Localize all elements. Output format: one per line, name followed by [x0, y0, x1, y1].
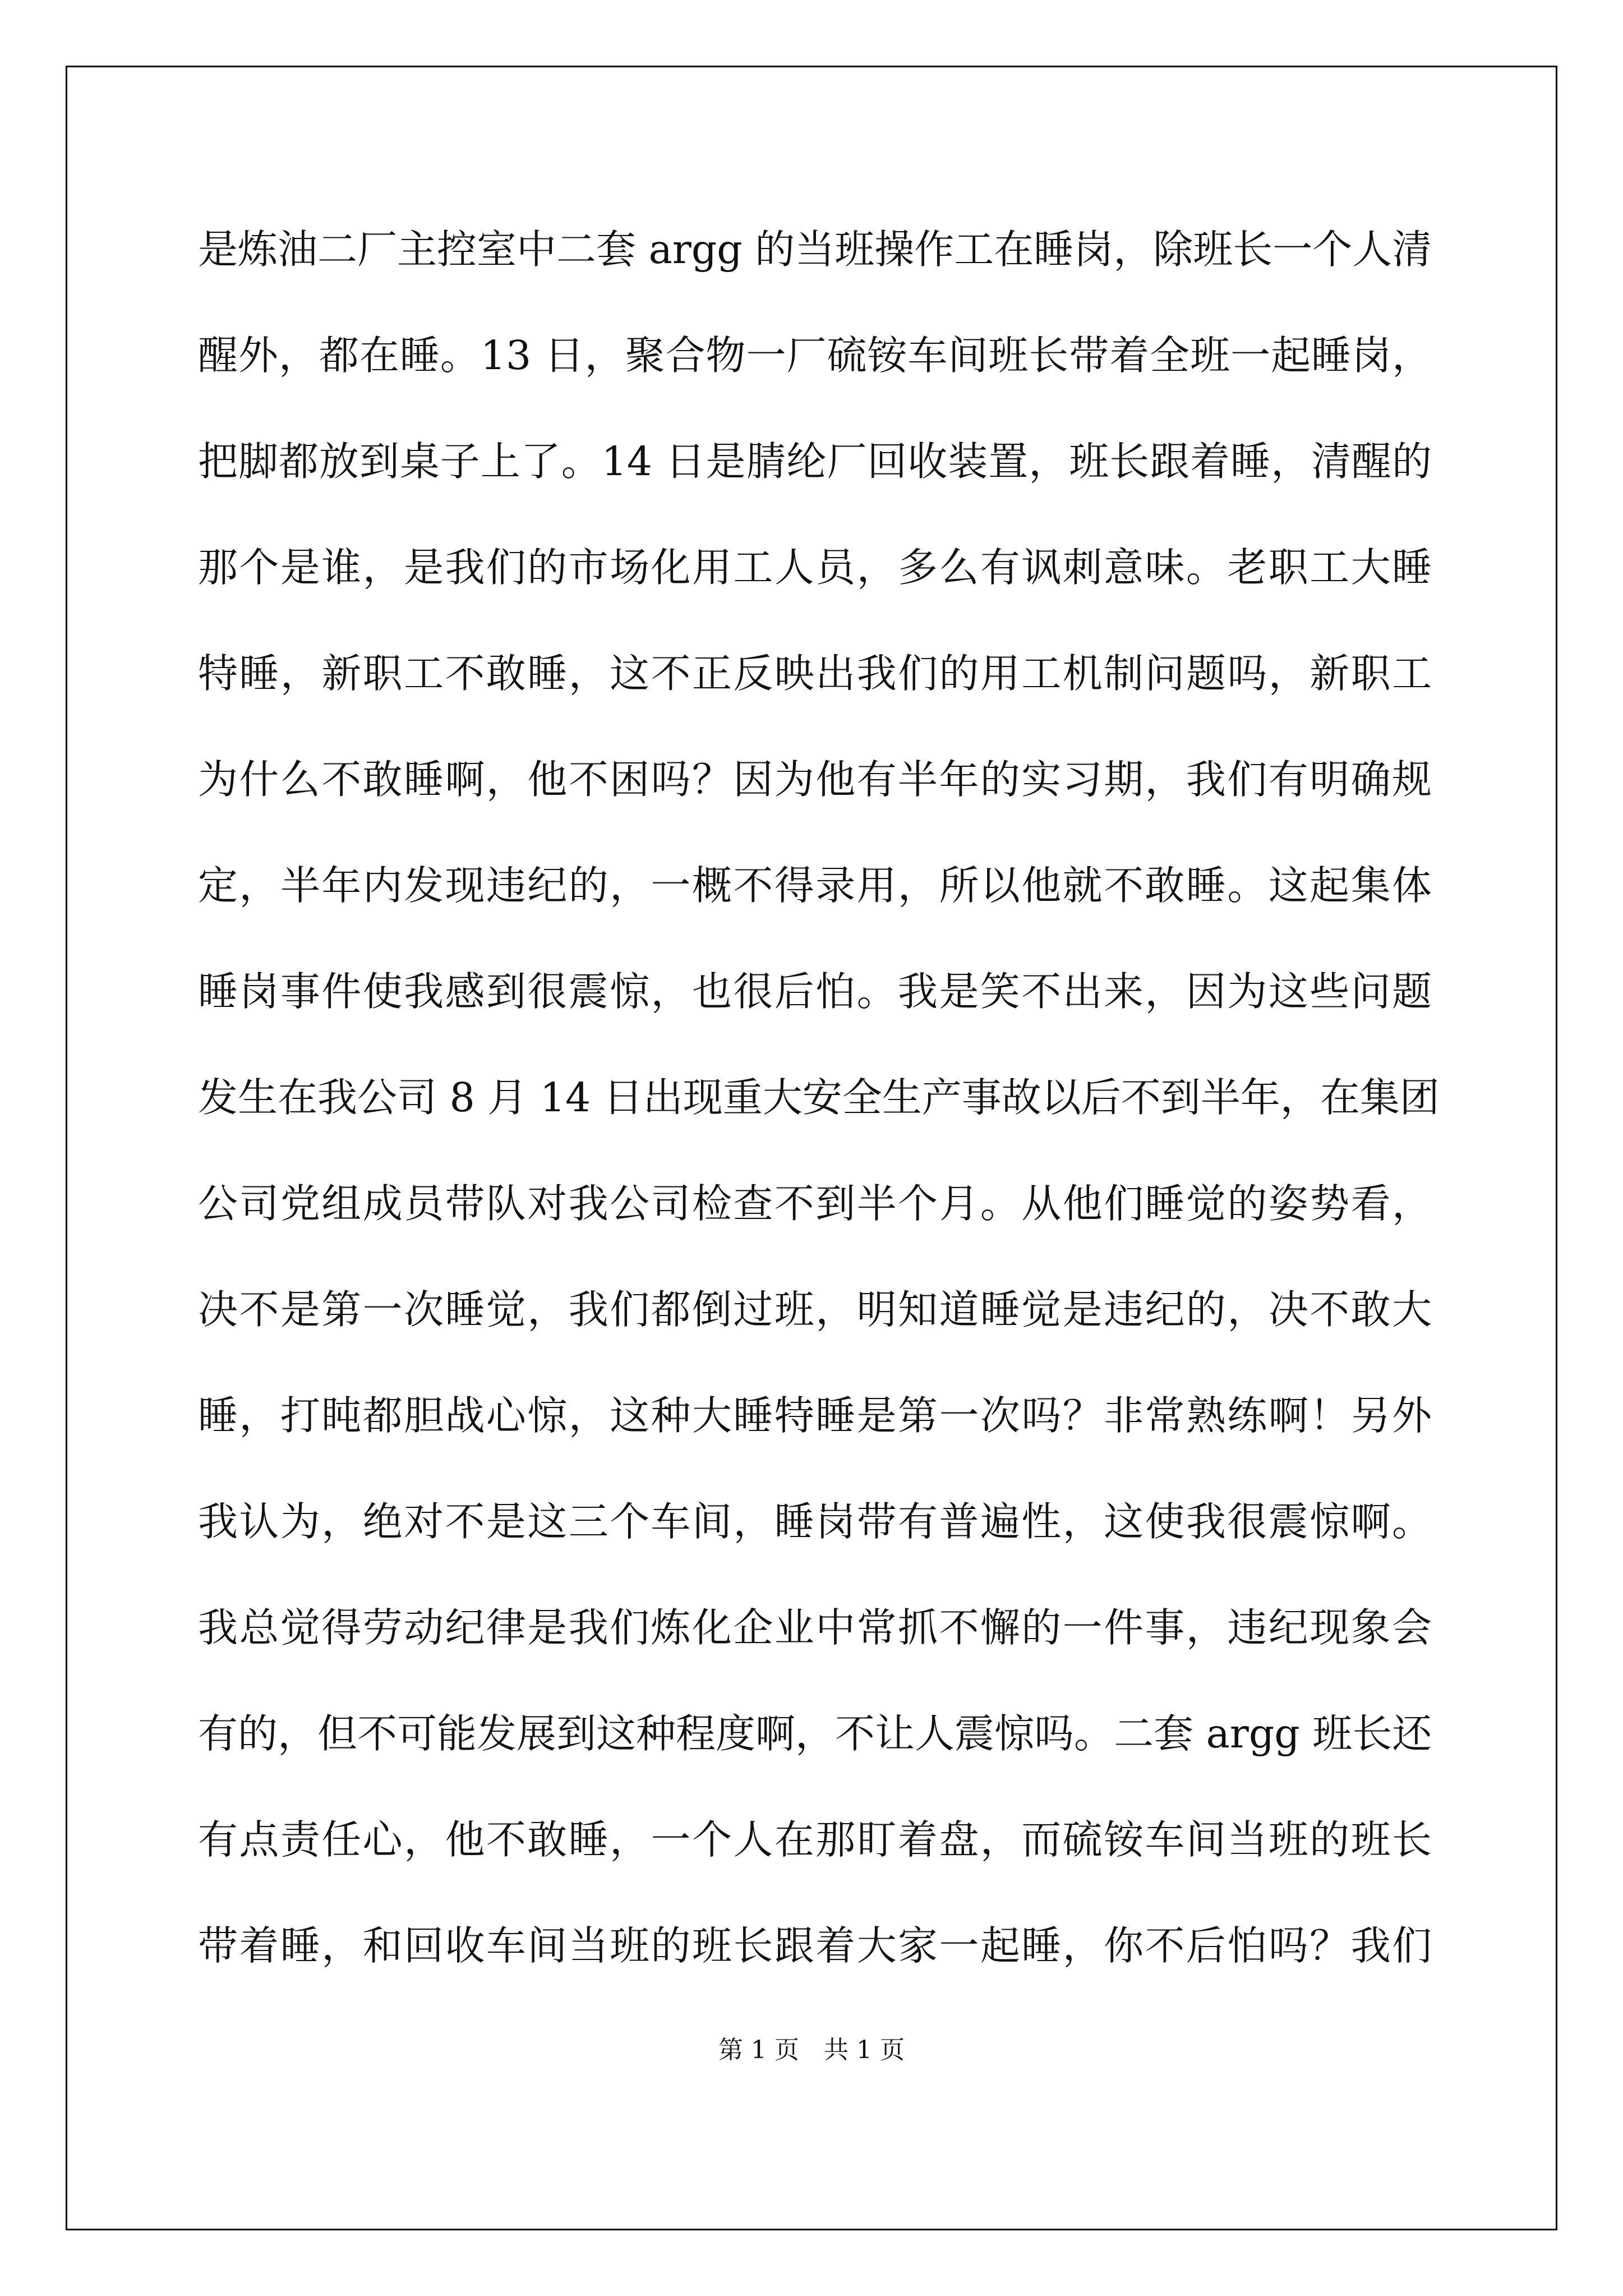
text-line: 发生在我公司 8 月 14 日出现重大安全生产事故以后不到半年，在集团 [198, 1074, 1440, 1121]
text-line: 睡岗事件使我感到很震惊，也很后怕。我是笑不出来，因为这些问题 [198, 968, 1432, 1015]
text-line: 有点责任心，他不敢睡，一个人在那盯着盘，而硫铵车间当班的班长 [198, 1816, 1432, 1863]
text-line: 特睡，新职工不敢睡，这不正反映出我们的用工机制问题吗，新职工 [198, 650, 1432, 697]
body-text [198, 213, 1440, 2016]
text-line: 带着睡，和回收车间当班的班长跟着大家一起睡，你不后怕吗？我们 [198, 1922, 1432, 1969]
text-line: 公司党组成员带队对我公司检查不到半个月。从他们睡觉的姿势看， [198, 1180, 1432, 1227]
text-line: 决不是第一次睡觉，我们都倒过班，明知道睡觉是违纪的，决不敢大 [198, 1286, 1432, 1333]
text-line: 是炼油二厂主控室中二套 argg 的当班操作工在睡岗，除班长一个人清 [198, 226, 1432, 273]
text-line: 把脚都放到桌子上了。14 日是腈纶厂回收装置，班长跟着睡，清醒的 [198, 438, 1432, 485]
text-line: 那个是谁，是我们的市场化用工人员，多么有讽刺意味。老职工大睡 [198, 544, 1432, 591]
page-footer: 第 1 页 共 1 页 [718, 2036, 905, 2064]
text-line: 睡，打盹都胆战心惊，这种大睡特睡是第一次吗？非常熟练啊！另外 [198, 1392, 1432, 1439]
text-line: 醒外，都在睡。13 日，聚合物一厂硫铵车间班长带着全班一起睡岗， [198, 332, 1432, 379]
text-line: 有的，但不可能发展到这种程度啊，不让人震惊吗。二套 argg 班长还 [198, 1710, 1432, 1757]
text-line: 为什么不敢睡啊，他不困吗？因为他有半年的实习期，我们有明确规 [198, 756, 1432, 803]
text-line: 我总觉得劳动纪律是我们炼化企业中常抓不懈的一件事，违纪现象会 [198, 1604, 1432, 1651]
text-line: 我认为，绝对不是这三个车间，睡岗带有普遍性，这使我很震惊啊。 [198, 1498, 1432, 1545]
text-line: 定，半年内发现违纪的，一概不得录用，所以他就不敢睡。这起集体 [198, 862, 1432, 909]
